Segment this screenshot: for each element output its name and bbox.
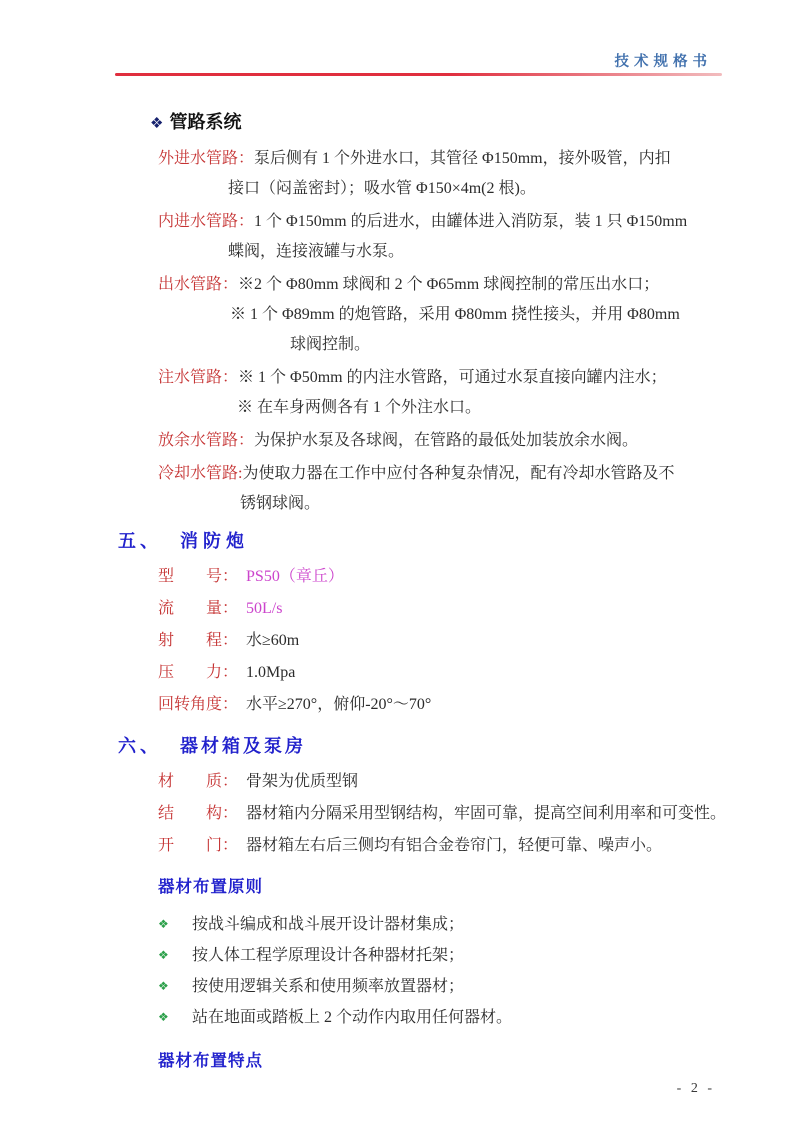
pipe-item-label: 内进水管路： (158, 212, 255, 230)
pipe-item-filling (158, 363, 740, 423)
spec-row-model (158, 561, 740, 592)
list-item (158, 971, 740, 1002)
pipe-system-heading (150, 108, 740, 134)
pipe-item-text: ※ 在车身两侧各有 1 个外注水口。 (237, 398, 482, 416)
spec-row-structure (158, 798, 740, 829)
pipe-item-text: ※ 1 个 Φ50mm 的内注水管路，可通过水泵直接向罐内注水； (238, 368, 667, 386)
list-item-text: 按使用逻辑关系和使用频率放置器材； (192, 977, 465, 995)
pipe-item-text: 为使取力器在工作中应付各种复杂情况，配有冷却水管路及不 (242, 464, 675, 482)
pipe-item-label: 放余水管路： (158, 431, 255, 449)
spec-row-rotation (158, 689, 740, 720)
pipe-item-line (228, 237, 740, 267)
pipe-item-inner-inlet (158, 207, 740, 267)
pipe-item-line (158, 459, 740, 489)
pipe-item-line (237, 393, 740, 423)
section6-number: 六、 (118, 735, 162, 756)
principles-list (158, 909, 740, 1033)
diamond-bullet-icon: ❖ (150, 115, 164, 132)
section5-number: 五、 (118, 530, 162, 551)
spec-value: 水≥60m (246, 631, 300, 649)
spec-label: 回转角度： (158, 695, 239, 713)
pipe-item-line (290, 330, 740, 360)
spec-label: 开 门： (158, 836, 239, 854)
page-header (0, 0, 800, 71)
spec-row-doors (158, 830, 740, 861)
pipe-item-line (228, 174, 740, 204)
spec-value: 器材箱内分隔采用型钢结构，牢固可靠，提高空间利用率和可变性。 (246, 804, 727, 822)
pipe-item-line (158, 270, 740, 300)
list-item (158, 940, 740, 971)
pipe-item-label: 冷却水管路: (158, 464, 243, 482)
section6-title: 器材箱及泵房 (180, 735, 306, 756)
spec-row-range (158, 625, 740, 656)
pipe-item-cooling (158, 459, 740, 519)
spec-row-flow (158, 593, 740, 624)
pipe-item-text: 1 个 Φ150mm 的后进水，由罐体进入消防泵，装 1 只 Φ150mm (254, 212, 688, 230)
pipe-item-outer-inlet (158, 144, 740, 204)
page-number: - 2 - (676, 1081, 715, 1096)
pipe-item-line (158, 363, 740, 393)
spec-label: 型 号： (158, 567, 239, 585)
pipe-item-text: 球阀控制。 (290, 335, 371, 353)
diamond-bullet-icon: ❖ (158, 916, 169, 931)
pipe-item-drain (158, 426, 740, 456)
header-title: 技术规格书 (614, 54, 712, 70)
spec-value: 1.0Mpa (246, 663, 296, 681)
features-heading: 器材布置特点 (158, 1050, 263, 1070)
section5-title: 消防炮 (180, 530, 249, 551)
pipe-system-title: 管路系统 (169, 111, 242, 132)
spec-row-material (158, 766, 740, 797)
pipe-item-text: 为保护水泵及各球阀，在管路的最低处加装放余水阀。 (254, 431, 639, 449)
spec-value: 50L/s (246, 599, 283, 617)
list-item-text: 按战斗编成和战斗展开设计器材集成； (192, 915, 465, 933)
pipe-item-line (158, 426, 740, 456)
spec-label: 压 力： (158, 663, 239, 681)
spec-label: 流 量： (158, 599, 239, 617)
diamond-bullet-icon: ❖ (158, 947, 169, 962)
section5-heading (118, 527, 740, 553)
pipe-item-text: 锈钢球阀。 (240, 494, 321, 512)
pipe-item-text: 泵后侧有 1 个外进水口，其管径 Φ150mm，接外吸管，内扣 (254, 149, 671, 167)
pipe-item-label: 出水管路： (158, 275, 239, 293)
pipe-item-label: 外进水管路： (158, 149, 255, 167)
pipe-item-text: ※ 1 个 Φ89mm 的炮管路，采用 Φ80mm 挠性接头，并用 Φ80mm (230, 305, 680, 323)
pipe-item-line (158, 144, 740, 174)
pipe-item-text: ※2 个 Φ80mm 球阀和 2 个 Φ65mm 球阀控制的常压出水口； (238, 275, 660, 293)
pipe-item-text: 接口（闷盖密封）；吸水管 Φ150×4m(2 根)。 (228, 179, 536, 197)
pipe-item-line (230, 300, 740, 330)
pipe-item-outlet (158, 270, 740, 360)
spec-label: 材 质： (158, 772, 239, 790)
spec-value: PS50（章丘） (246, 567, 344, 585)
pipe-item-label: 注水管路： (158, 368, 239, 386)
header-rule-line (115, 73, 722, 76)
spec-row-pressure (158, 657, 740, 688)
list-item-text: 按人体工程学原理设计各种器材托架； (192, 946, 465, 964)
list-item (158, 1002, 740, 1033)
spec-label: 射 程： (158, 631, 239, 649)
pipe-item-line (240, 489, 740, 519)
diamond-bullet-icon: ❖ (158, 978, 169, 993)
page-content (0, 108, 800, 1073)
spec-value: 水平≥270°，俯仰-20°～70° (246, 695, 432, 713)
spec-value: 骨架为优质型钢 (246, 772, 359, 790)
spec-value: 器材箱左右后三侧均有铝合金卷帘门，轻便可靠、噪声小。 (246, 836, 663, 854)
pipe-item-line (158, 207, 740, 237)
spec-label: 结 构： (158, 804, 239, 822)
pipe-item-text: 蝶阀，连接液罐与水泵。 (228, 242, 405, 260)
principles-heading: 器材布置原则 (158, 876, 263, 896)
section6-heading (118, 732, 740, 758)
list-item-text: 站在地面或踏板上 2 个动作内取用任何器材。 (192, 1008, 513, 1026)
diamond-bullet-icon: ❖ (158, 1009, 169, 1024)
list-item (158, 909, 740, 940)
